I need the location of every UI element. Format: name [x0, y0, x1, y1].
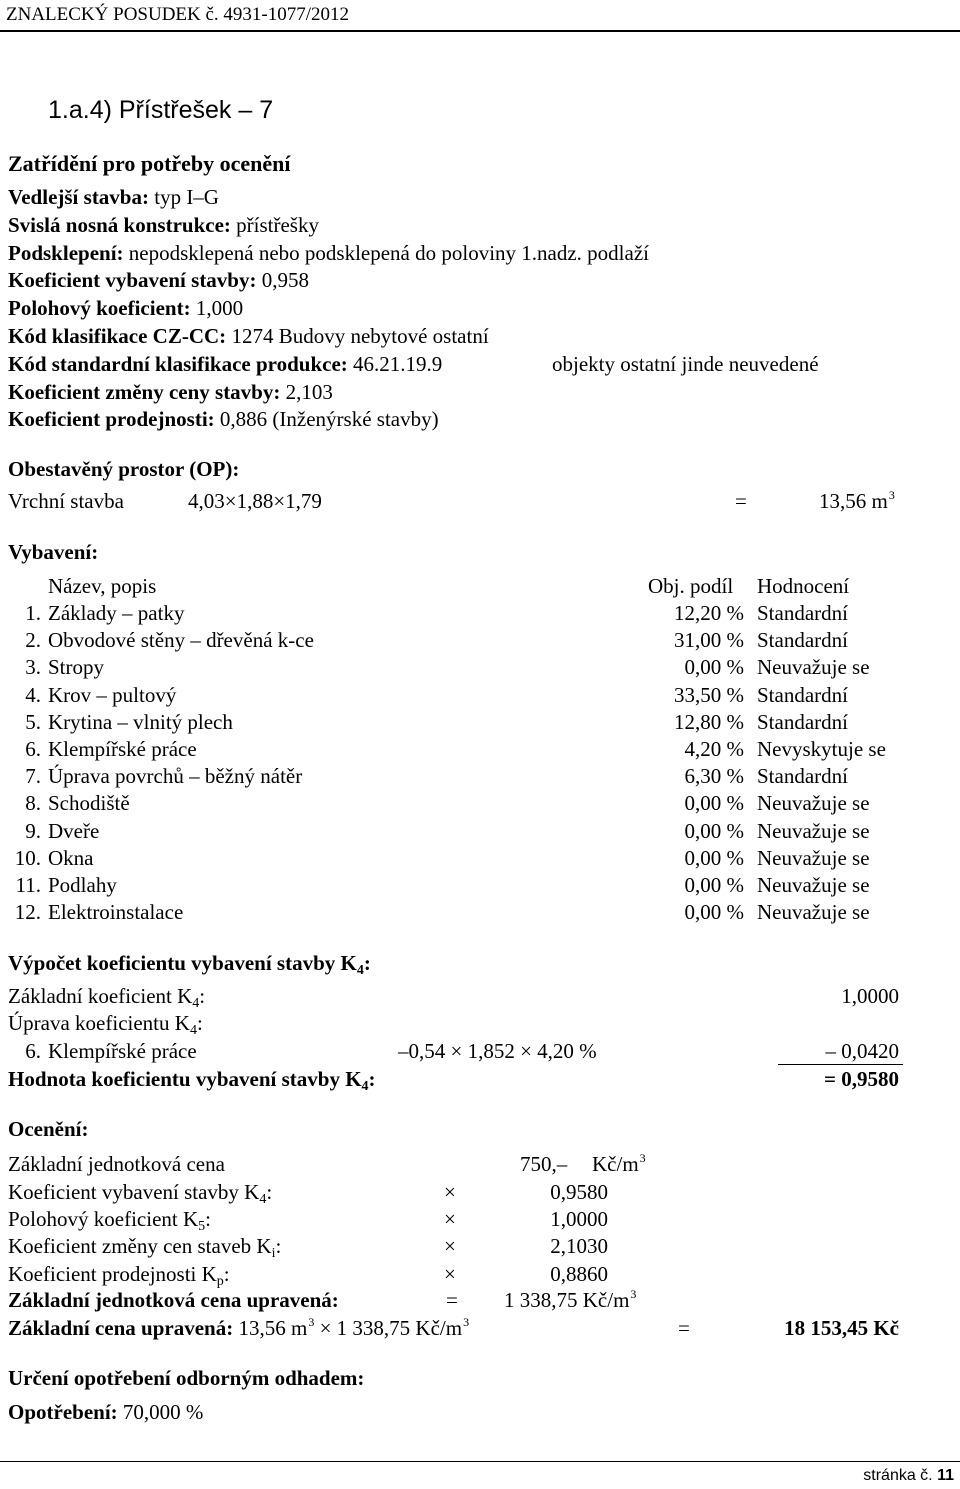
equipment-row-share: 0,00 % [684, 873, 744, 897]
classification-value: 46.21.19.9 [347, 352, 443, 376]
k4-adj-num: 6. [25, 1039, 41, 1063]
equipment-row-name: Schodiště [48, 791, 130, 815]
equipment-row-name: Okna [48, 846, 94, 870]
product-description: objekty ostatní jinde neuvedené [552, 352, 819, 376]
coefficient-colon: : [266, 1180, 273, 1204]
built-space-formula: 4,03×1,88×1,79 [188, 489, 322, 513]
coefficient-subscript: p [216, 1274, 224, 1289]
equipment-row-share: 12,20 % [674, 601, 744, 625]
coefficient-label [8, 1262, 230, 1289]
header-title: ZNALECKÝ POSUDEK č. 4931-1077/2012 [6, 4, 350, 25]
equipment-row-number: 7. [25, 764, 41, 788]
base-price-equals: = [678, 1316, 690, 1340]
coefficient-value: 1,0000 [550, 1207, 608, 1231]
equipment-row-rating: Nevyskytuje se [757, 737, 886, 761]
classification-heading: Zatřídění pro potřeby ocenění [8, 151, 291, 176]
coefficient-value: 2,1030 [550, 1234, 608, 1258]
equipment-row-rating: Neuvažuje se [757, 655, 870, 679]
coefficient-label [8, 1180, 273, 1207]
equipment-row-name: Základy – patky [48, 601, 185, 625]
coefficient-value: 0,9580 [550, 1180, 608, 1204]
equipment-row-rating: Neuvažuje se [757, 873, 870, 897]
unit-price-value: 750,– [520, 1152, 568, 1176]
built-space-label: Vrchní stavba [8, 489, 124, 513]
equipment-row-number: 6. [25, 737, 41, 761]
equipment-col-rating: Hodnocení [757, 574, 850, 598]
document-header [6, 5, 349, 24]
equipment-row-number: 5. [25, 710, 41, 734]
k4-base-value: 1,0000 [841, 984, 899, 1008]
k4-adj-value: – 0,0420 [825, 1039, 899, 1063]
equipment-row-share: 0,00 % [684, 655, 744, 679]
coefficient-subscript: i [271, 1246, 276, 1261]
equipment-row-rating: Neuvažuje se [757, 791, 870, 815]
built-space-result: 13,56 $m^3$ [819, 488, 895, 513]
equipment-row-rating: Neuvažuje se [757, 819, 870, 843]
classification-value: 1,000 [190, 296, 244, 320]
equipment-row-rating: Standardní [757, 683, 848, 707]
equipment-row-name: Dveře [48, 819, 100, 843]
k4-adj-formula: –0,54 × 1,852 × 4,20 % [398, 1039, 597, 1063]
classification-row [8, 354, 442, 375]
equipment-row-name: Elektroinstalace [48, 900, 184, 924]
equipment-row-rating: Standardní [757, 601, 848, 625]
classification-row [8, 382, 333, 403]
equipment-row-number: 12. [14, 900, 41, 924]
equipment-row-number: 9. [25, 819, 41, 843]
equipment-row-share: 6,30 % [684, 764, 744, 788]
equipment-row-name: Úprava povrchů – běžný nátěr [48, 764, 303, 788]
coefficient-operator: × [444, 1207, 456, 1231]
equipment-row-share: 33,50 % [674, 683, 744, 707]
equipment-col-name: Název, popis [48, 574, 157, 598]
classification-value: 2,103 [280, 380, 333, 404]
equipment-row-share: 4,20 % [684, 737, 744, 761]
classification-row [8, 326, 489, 347]
k4-sum-rule [778, 1064, 903, 1065]
page-number: stránka č. 11 [863, 1467, 954, 1484]
equipment-heading: Vybavení: [8, 540, 99, 564]
classification-label: Koeficient změny ceny stavby: [8, 380, 281, 404]
equipment-row-rating: Neuvažuje se [757, 846, 870, 870]
coefficient-label [8, 1234, 282, 1261]
coefficient-label [8, 1207, 211, 1234]
classification-label: Svislá nosná konstrukce: [8, 213, 231, 237]
equipment-row-rating: Standardní [757, 710, 848, 734]
coefficient-colon: : [223, 1262, 230, 1286]
classification-value: 0,958 [256, 268, 309, 292]
equipment-row-number: 10. [14, 846, 41, 870]
equipment-row-name: Krytina – vlnitý plech [48, 710, 233, 734]
built-space-heading: Obestavěný prostor (OP): [8, 457, 240, 481]
equipment-row-share: 0,00 % [684, 819, 744, 843]
equipment-row-name: Krov – pultový [48, 683, 177, 707]
k4-result-value: = 0,9580 [824, 1067, 899, 1091]
coefficient-colon: : [205, 1207, 211, 1231]
wear-row: Opotřebení: 70,000 % [8, 1400, 204, 1424]
classification-row [8, 298, 243, 319]
built-space-equals: = [735, 489, 747, 513]
equipment-col-share: Obj. podíl [648, 574, 734, 598]
equipment-row-rating: Standardní [757, 628, 848, 652]
classification-row [8, 270, 309, 291]
equipment-row-number: 8. [25, 791, 41, 815]
section-heading: 1.a.4) Přístřešek – 7 [48, 96, 274, 124]
unit-price-unit: $Kč/m^3$ [592, 1151, 646, 1176]
equipment-row-share: 0,00 % [684, 846, 744, 870]
adjusted-unit-price-op: = [446, 1288, 458, 1312]
coefficient-operator: × [444, 1180, 456, 1204]
equipment-row-name: Podlahy [48, 873, 117, 897]
equipment-row-name: Obvodové stěny – dřevěná k-ce [48, 628, 314, 652]
k4-base-label: Základní koeficient $K_4$: [8, 984, 206, 1011]
base-price-value: 18 153,45 Kč [784, 1316, 899, 1340]
equipment-row-share: 31,00 % [674, 628, 744, 652]
equipment-row-number: 1. [25, 601, 41, 625]
coefficient-colon: : [275, 1234, 282, 1258]
equipment-row-name: Klempířské práce [48, 737, 197, 761]
adjusted-unit-price-label: Základní jednotková cena upravená: [8, 1288, 339, 1312]
k4-adj-label: Úprava koeficientu $K_4$: [8, 1011, 203, 1038]
equipment-row-share: 0,00 % [684, 791, 744, 815]
classification-label: Polohový koeficient: [8, 296, 191, 320]
unit-price-label: Základní jednotková cena [8, 1152, 225, 1176]
adjusted-unit-price-value: 1 338,75 $Kč/m^3$ [504, 1287, 637, 1312]
coefficient-name: Koeficient změny cen staveb K [8, 1234, 272, 1258]
k4-result-label: Hodnota koeficientu vybavení stavby $K_4$: [8, 1067, 376, 1094]
equipment-row-share: 12,80 % [674, 710, 744, 734]
classification-label: Vedlejší stavba: [8, 185, 149, 209]
k4-adj-name: Klempířské práce [48, 1039, 197, 1063]
classification-label: Koeficient prodejnosti: [8, 407, 215, 431]
classification-label: Kód klasifikace CZ-CC: [8, 324, 227, 348]
equipment-row-number: 4. [25, 683, 41, 707]
classification-row [8, 243, 649, 264]
coefficient-subscript: 4 [259, 1192, 267, 1207]
equipment-row-rating: Neuvažuje se [757, 900, 870, 924]
k4-heading: Výpočet koeficientu vybavení stavby $K_4$: [8, 951, 371, 978]
classification-value: nepodsklepená nebo podsklepená do poloviny 1.nadz. podlaží [123, 241, 649, 265]
coefficient-name: Koeficient vybavení stavby K [8, 1180, 260, 1204]
coefficient-name: Koeficient prodejnosti K [8, 1262, 217, 1286]
equipment-row-rating: Standardní [757, 764, 848, 788]
equipment-row-name: Stropy [48, 655, 105, 679]
classification-value: 1274 Budovy nebytové ostatní [226, 324, 489, 348]
equipment-row-number: 11. [15, 873, 41, 897]
classification-label: Koeficient vybavení stavby: [8, 268, 257, 292]
equipment-row-number: 2. [25, 628, 41, 652]
footer-rule [0, 1461, 960, 1462]
classification-row [8, 187, 219, 208]
coefficient-operator: × [444, 1262, 456, 1286]
equipment-row-share: 0,00 % [684, 900, 744, 924]
classification-value: 0,886 (Inženýrské stavby) [214, 407, 439, 431]
equipment-row-number: 3. [25, 655, 41, 679]
classification-row [8, 409, 439, 430]
classification-row [8, 215, 319, 236]
wear-heading: Určení opotřebení odborným odhadem: [8, 1366, 365, 1390]
valuation-heading: Ocenění: [8, 1117, 89, 1141]
classification-value: typ I–G [148, 185, 219, 209]
header-rule [0, 30, 960, 32]
coefficient-name: Polohový koeficient K [8, 1207, 199, 1231]
classification-value: přístřešky [230, 213, 319, 237]
base-price-row: Základní cena upravená: 13,56 $m^3 \times 1$ 338,75 $Kč/m^3$ [8, 1315, 470, 1340]
coefficient-subscript: 5 [198, 1219, 206, 1234]
coefficient-operator: × [444, 1234, 456, 1258]
classification-label: Podsklepení: [8, 241, 124, 265]
coefficient-value: 0,8860 [550, 1262, 608, 1286]
classification-label: Kód standardní klasifikace produkce: [8, 352, 348, 376]
